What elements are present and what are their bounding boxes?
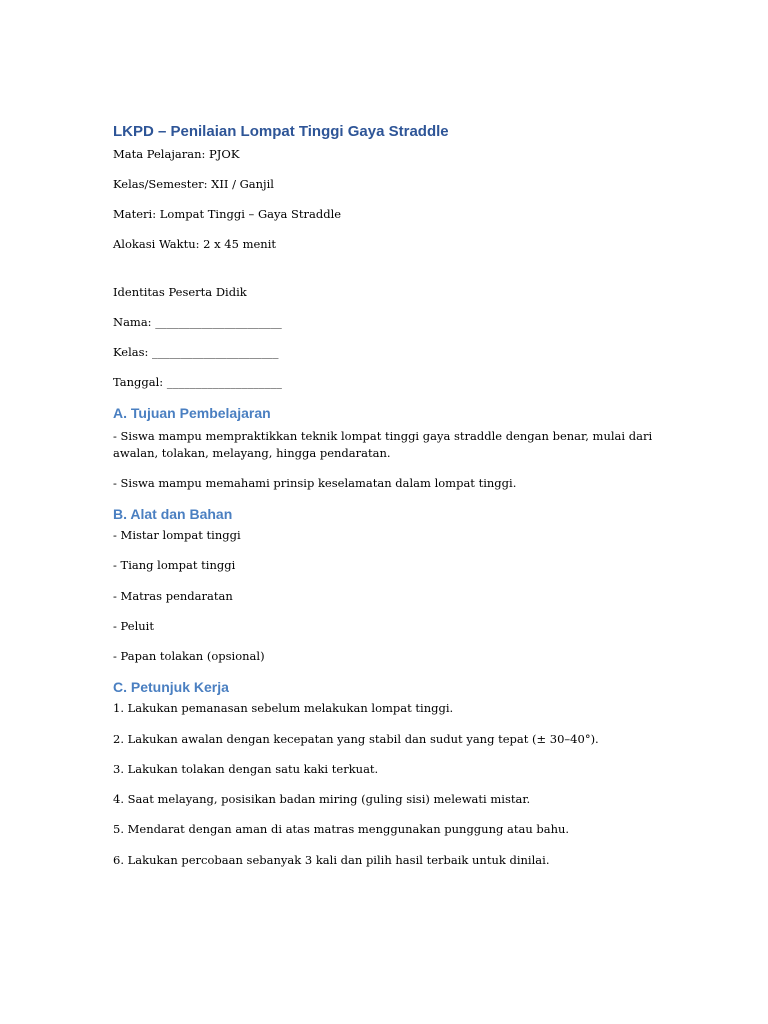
- section-b-item: - Tiang lompat tinggi: [113, 558, 236, 572]
- section-b-heading: B. Alat dan Bahan: [113, 506, 233, 522]
- meta-material: Materi: Lompat Tinggi – Gaya Straddle: [113, 207, 342, 221]
- section-b-item: - Peluit: [113, 619, 154, 633]
- identity-heading: Identitas Peserta Didik: [113, 285, 247, 299]
- section-a-item: - Siswa mampu mempraktikkan teknik lompat tinggi gaya straddle dengan benar, mulai dari awalan, tolakan, melayang, hingga pendaratan.: [113, 429, 653, 460]
- identity-name-field: Nama: ______________________: [113, 315, 282, 329]
- document-title: LKPD – Penilaian Lompat Tinggi Gaya Straddle: [113, 123, 449, 140]
- section-a-item: - Siswa mampu memahami prinsip keselamatan dalam lompat tinggi.: [113, 476, 517, 490]
- section-a-heading: A. Tujuan Pembelajaran: [113, 405, 271, 421]
- section-c-item: 5. Mendarat dengan aman di atas matras menggunakan punggung atau bahu.: [113, 822, 570, 836]
- identity-class-field: Kelas: ______________________: [113, 345, 279, 359]
- section-c-item: 2. Lakukan awalan dengan kecepatan yang stabil dan sudut yang tepat (± 30–40°).: [113, 732, 599, 746]
- meta-subject: Mata Pelajaran: PJOK: [113, 147, 240, 161]
- meta-time: Alokasi Waktu: 2 x 45 menit: [113, 237, 276, 251]
- section-b-item: - Mistar lompat tinggi: [113, 528, 241, 542]
- section-c-item: 4. Saat melayang, posisikan badan miring (guling sisi) melewati mistar.: [113, 792, 531, 806]
- identity-date-field: Tanggal: ____________________: [113, 375, 282, 389]
- meta-class-semester: Kelas/Semester: XII / Ganjil: [113, 177, 274, 191]
- section-c-item: 6. Lakukan percobaan sebanyak 3 kali dan pilih hasil terbaik untuk dinilai.: [113, 853, 550, 867]
- section-c-item: 3. Lakukan tolakan dengan satu kaki terkuat.: [113, 762, 379, 776]
- section-c-heading: C. Petunjuk Kerja: [113, 679, 229, 695]
- section-b-item: - Matras pendaratan: [113, 589, 233, 603]
- section-c-item: 1. Lakukan pemanasan sebelum melakukan lompat tinggi.: [113, 701, 454, 715]
- section-b-item: - Papan tolakan (opsional): [113, 649, 265, 663]
